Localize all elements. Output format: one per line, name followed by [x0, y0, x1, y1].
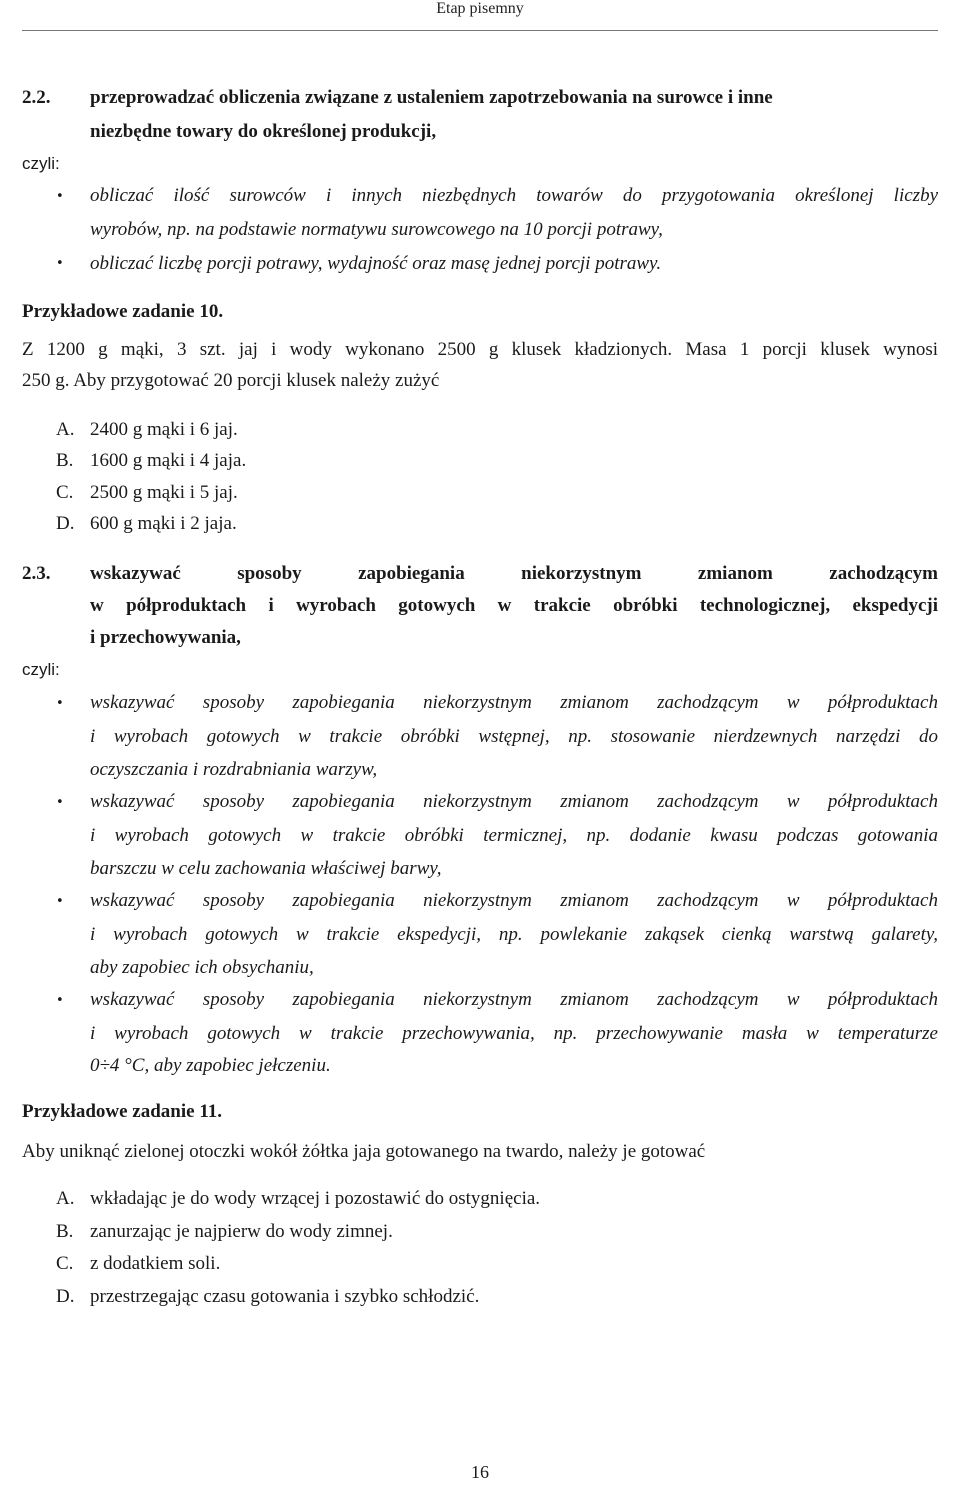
bullet-line: wyrobów, np. na podstawie normatywu surowcowego na 10 porcji potrawy,	[90, 219, 663, 240]
section-2-3-heading-line-1: wskazywać sposoby zapobiegania niekorzystnym zmianom zachodzącym	[90, 563, 938, 584]
answer-text: przestrzegając czasu gotowania i szybko schłodzić.	[90, 1286, 480, 1307]
section-2-3-czyli: czyli:	[22, 660, 60, 679]
answer-letter: B.	[56, 1221, 74, 1242]
bullet-symbol: •	[56, 993, 64, 1008]
task-11-title: Przykładowe zadanie 11.	[22, 1101, 223, 1122]
bullet-line: i wyrobach gotowych w trakcie przechowywania, np. przechowywanie masła w temperaturze	[90, 1023, 938, 1044]
answer-text: 600 g mąki i 2 jaja.	[90, 513, 237, 534]
bullet-symbol: •	[56, 189, 64, 204]
bullet-line: i wyrobach gotowych w trakcie ekspedycji, np. powlekanie zakąsek cienką warstwą galarety,	[90, 924, 938, 945]
bullet-line: wskazywać sposoby zapobiegania niekorzystnym zmianom zachodzącym w półproduktach	[90, 890, 938, 911]
answer-text: 1600 g mąki i 4 jaja.	[90, 450, 247, 471]
header-rule	[22, 30, 938, 31]
section-2-2-heading-line-2: niezbędne towary do określonej produkcji,	[90, 121, 437, 142]
section-2-2-number: 2.2.	[22, 87, 51, 108]
bullet-line: wskazywać sposoby zapobiegania niekorzystnym zmianom zachodzącym w półproduktach	[90, 989, 938, 1010]
section-2-3-heading-line-3: i przechowywania,	[90, 627, 241, 648]
bullet-line: aby zapobiec ich obsychaniu,	[90, 957, 314, 978]
answer-text: wkładając je do wody wrzącej i pozostawić do ostygnięcia.	[90, 1188, 541, 1209]
bullet-line: wskazywać sposoby zapobiegania niekorzystnym zmianom zachodzącym w półproduktach	[90, 692, 938, 713]
task-10-question-line-2: 250 g. Aby przygotować 20 porcji klusek należy zużyć	[22, 370, 440, 391]
bullet-symbol: •	[56, 696, 64, 711]
bullet-line: 0÷4 °C, aby zapobiec jełczeniu.	[90, 1055, 331, 1076]
section-2-2-czyli: czyli:	[22, 154, 60, 173]
bullet-line: obliczać ilość surowców i innych niezbędnych towarów do przygotowania określonej liczby	[90, 185, 938, 206]
answer-letter: C.	[56, 482, 74, 503]
page-number: 16	[471, 1462, 489, 1482]
bullet-line: obliczać liczbę porcji potrawy, wydajność oraz masę jednej porcji potrawy.	[90, 253, 662, 274]
section-2-3-heading-line-2: w półproduktach i wyrobach gotowych w trakcie obróbki technologicznej, ekspedycji	[90, 595, 938, 616]
running-header: Etap pisemny	[436, 0, 524, 17]
task-11-question: Aby uniknąć zielonej otoczki wokół żółtka jaja gotowanego na twardo, należy je gotować	[22, 1141, 706, 1162]
bullet-symbol: •	[56, 795, 64, 810]
answer-letter: A.	[56, 1188, 75, 1209]
bullet-symbol: •	[56, 256, 64, 271]
answer-text: z dodatkiem soli.	[90, 1253, 221, 1274]
answer-letter: D.	[56, 1286, 75, 1307]
task-10-question-line-1: Z 1200 g mąki, 3 szt. jaj i wody wykonano 2500 g klusek kładzionych. Masa 1 porcji klusek wynosi	[22, 339, 938, 360]
bullet-symbol: •	[56, 894, 64, 909]
task-10-title: Przykładowe zadanie 10.	[22, 301, 224, 322]
answer-text: zanurzając je najpierw do wody zimnej.	[90, 1221, 393, 1242]
answer-letter: A.	[56, 419, 75, 440]
section-2-2-heading-line-1: przeprowadzać obliczenia związane z ustaleniem zapotrzebowania na surowce i inne	[90, 87, 773, 108]
bullet-line: barszczu w celu zachowania właściwej barwy,	[90, 858, 442, 879]
bullet-line: i wyrobach gotowych w trakcie obróbki termicznej, np. dodanie kwasu podczas gotowania	[90, 825, 938, 846]
section-2-3-number: 2.3.	[22, 563, 51, 584]
answer-text: 2500 g mąki i 5 jaj.	[90, 482, 238, 503]
answer-letter: C.	[56, 1253, 74, 1274]
answer-letter: B.	[56, 450, 74, 471]
bullet-line: wskazywać sposoby zapobiegania niekorzystnym zmianom zachodzącym w półproduktach	[90, 791, 938, 812]
answer-text: 2400 g mąki i 6 jaj.	[90, 419, 238, 440]
bullet-line: i wyrobach gotowych w trakcie obróbki wstępnej, np. stosowanie nierdzewnych narzędzi do	[90, 726, 938, 747]
bullet-line: oczyszczania i rozdrabniania warzyw,	[90, 759, 378, 780]
answer-letter: D.	[56, 513, 75, 534]
